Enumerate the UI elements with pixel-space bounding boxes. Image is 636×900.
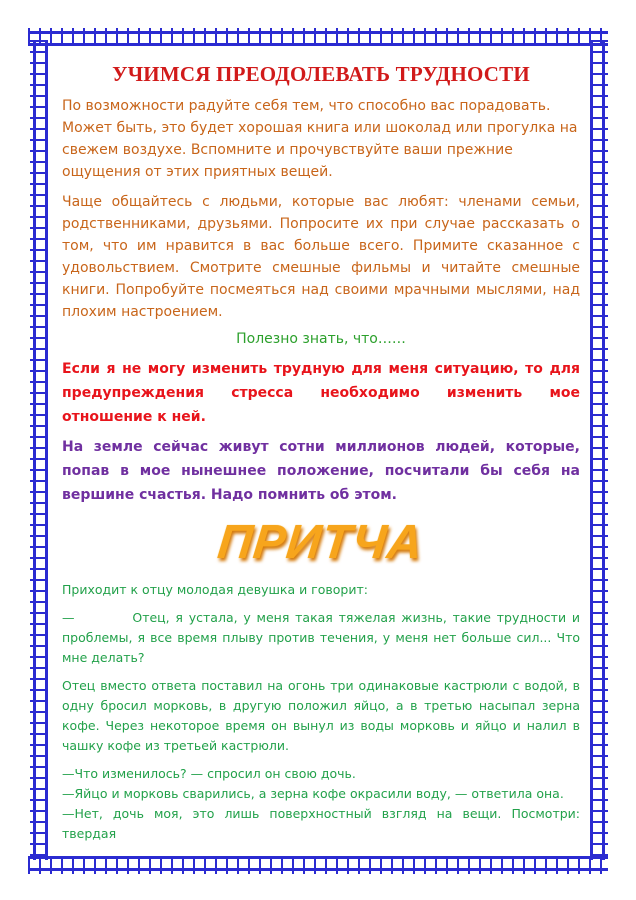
paragraph-joy: По возможности радуйте себя тем, что способно вас порадовать. Может быть, это будет хорошая книга или шоколад или прогулка на свежем воздухе. Вспомните и прочувствуйте ваши прежние ощущения от этих приятных вещей. [62, 98, 578, 180]
decorative-frame-left [30, 40, 48, 860]
decorative-frame-bottom [28, 856, 608, 874]
paragraph-communicate: Чаще общайтесь с людьми, которые вас любят: членами семьи, родственниками, друзьями. Попросите их при случае рассказать о том, что им нравится в вас больше всего. Примите сказанное с удовольствием. Смотрите смешные фильмы и читайте смешные книги. Попробуйте посмеяться над своими мрачными мыслями, над плохим настроением. [62, 194, 580, 320]
useful-to-know-heading: Полезно знать, что…… [236, 331, 406, 347]
story-father-action: Отец вместо ответа поставил на огонь три одинаковые кастрюли с водой, в одну бросил морковь, в другую положил яйцо, а в третью насыпал зерна кофе. Через некоторое время он вынул из воды морковь и яйцо и налил в чашку кофе из третьей кастрюли. [62, 678, 580, 753]
happiness-reminder: На земле сейчас живут сотни миллионов людей, которые, попав в мое нынешнее положение, посчитали бы себя на вершине счастья. Надо помнить об этом. [62, 439, 580, 503]
story-dialogue-2: —Яйцо и морковь сварились, а зерна кофе окрасили воду, — ответила она. [62, 786, 564, 801]
parable-banner-text: ПРИТЧА [215, 516, 427, 569]
stress-advice: Если я не могу изменить трудную для меня ситуацию, то для предупреждения стресса необходимо изменить мое отношение к ней. [62, 361, 580, 425]
story-dialogue-1: —Что изменилось? — спросил он свою дочь. [62, 766, 356, 781]
parable-banner [62, 515, 580, 570]
story-dialogue-3: —Нет, дочь моя, это лишь поверхностный взгляд на вещи. Посмотри: твердая [62, 806, 580, 841]
page-content [62, 62, 580, 844]
decorative-frame-top [28, 28, 608, 46]
story-intro: Приходит к отцу молодая девушка и говорит: [62, 582, 368, 597]
story-daughter-complaint: — Отец, я устала, у меня такая тяжелая жизнь, такие трудности и проблемы, я все время плыву против течения, у меня нет больше сил... Что мне делать? [62, 610, 580, 665]
decorative-frame-right [590, 40, 608, 860]
page-title: УЧИМСЯ ПРЕОДОЛЕВАТЬ ТРУДНОСТИ [112, 62, 530, 86]
